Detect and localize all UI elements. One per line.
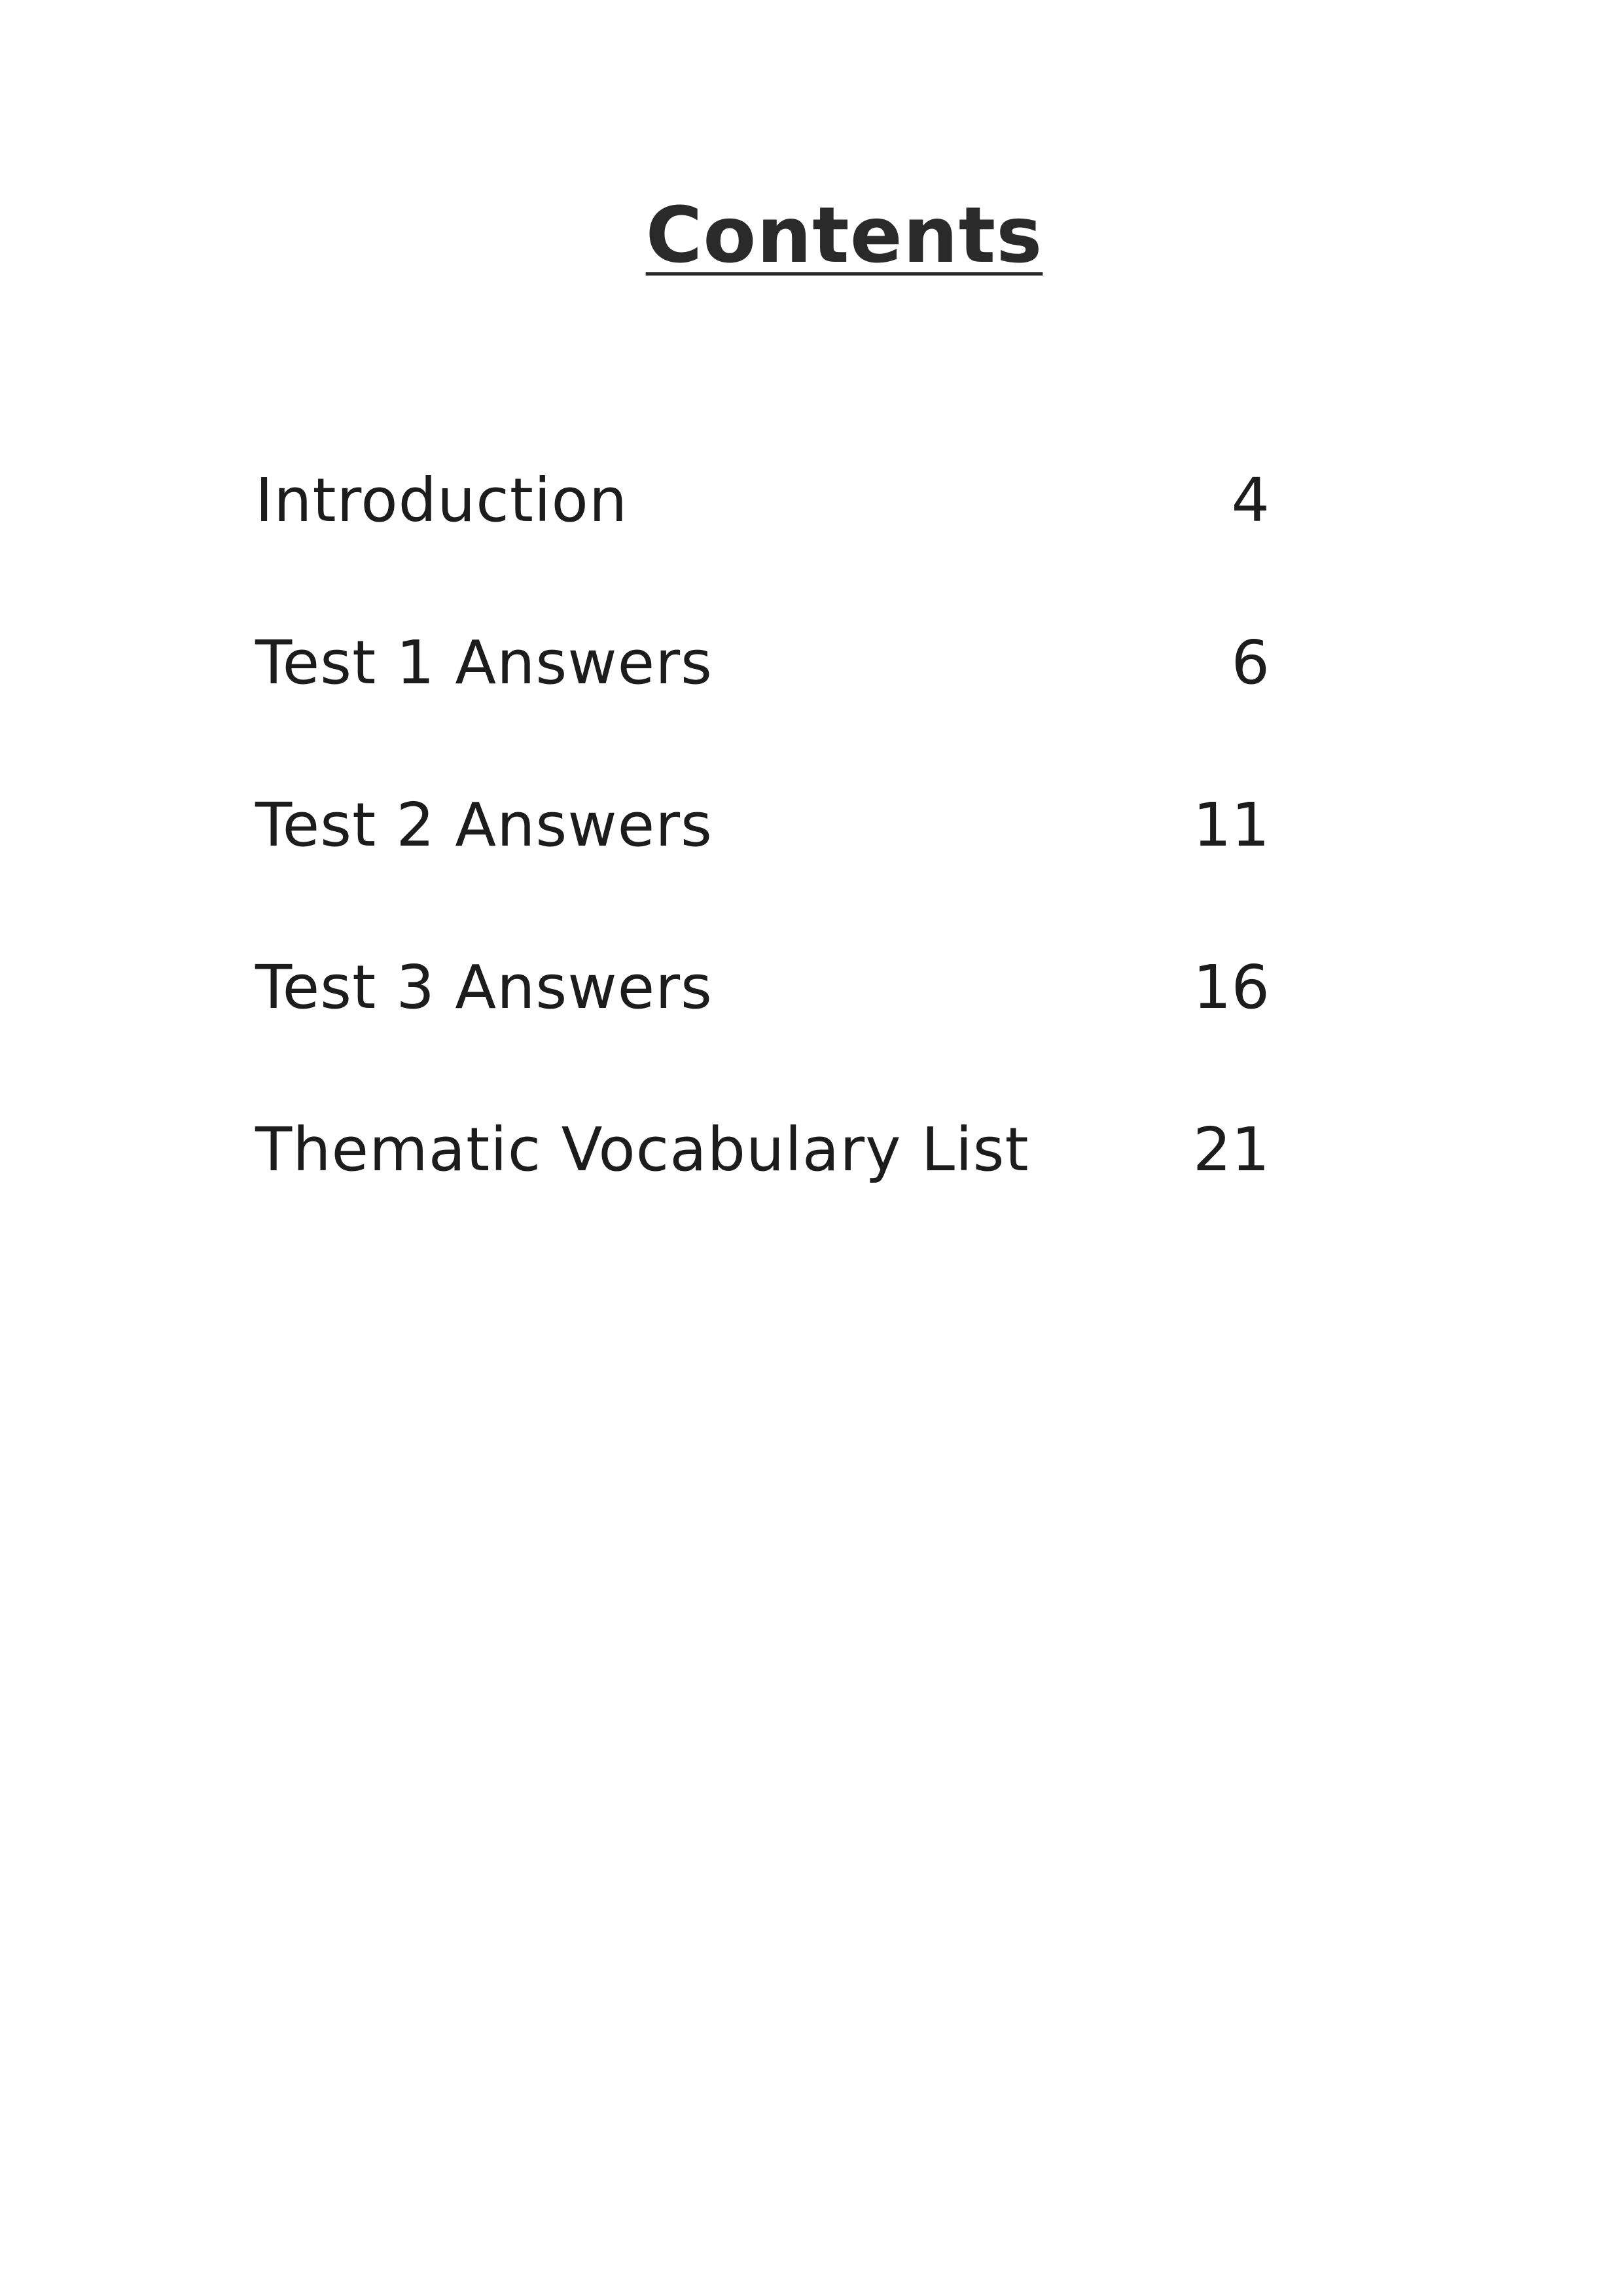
toc-entry-page-number: 21 xyxy=(1192,1114,1270,1185)
toc-entry-page-number: 11 xyxy=(1192,789,1270,860)
toc-entry-label: Thematic Vocabulary List xyxy=(255,1114,1029,1185)
toc-entry-test-3-answers xyxy=(255,906,1270,1068)
table-of-contents xyxy=(255,419,1270,1230)
toc-entry-label: Test 1 Answers xyxy=(255,627,713,698)
toc-entry-test-2-answers xyxy=(255,744,1270,906)
toc-entry-page-number: 6 xyxy=(1231,627,1270,698)
toc-entry-label: Test 2 Answers xyxy=(255,789,713,860)
toc-entry-page-number: 4 xyxy=(1231,465,1270,535)
toc-entry-label: Test 3 Answers xyxy=(255,952,713,1022)
toc-entry-test-1-answers xyxy=(255,581,1270,744)
toc-entry-label: Introduction xyxy=(255,465,628,535)
toc-entry-thematic-vocabulary-list xyxy=(255,1068,1270,1230)
toc-entry-page-number: 16 xyxy=(1192,952,1270,1022)
page-title: Contents xyxy=(645,190,1043,280)
toc-entry-introduction xyxy=(255,419,1270,581)
